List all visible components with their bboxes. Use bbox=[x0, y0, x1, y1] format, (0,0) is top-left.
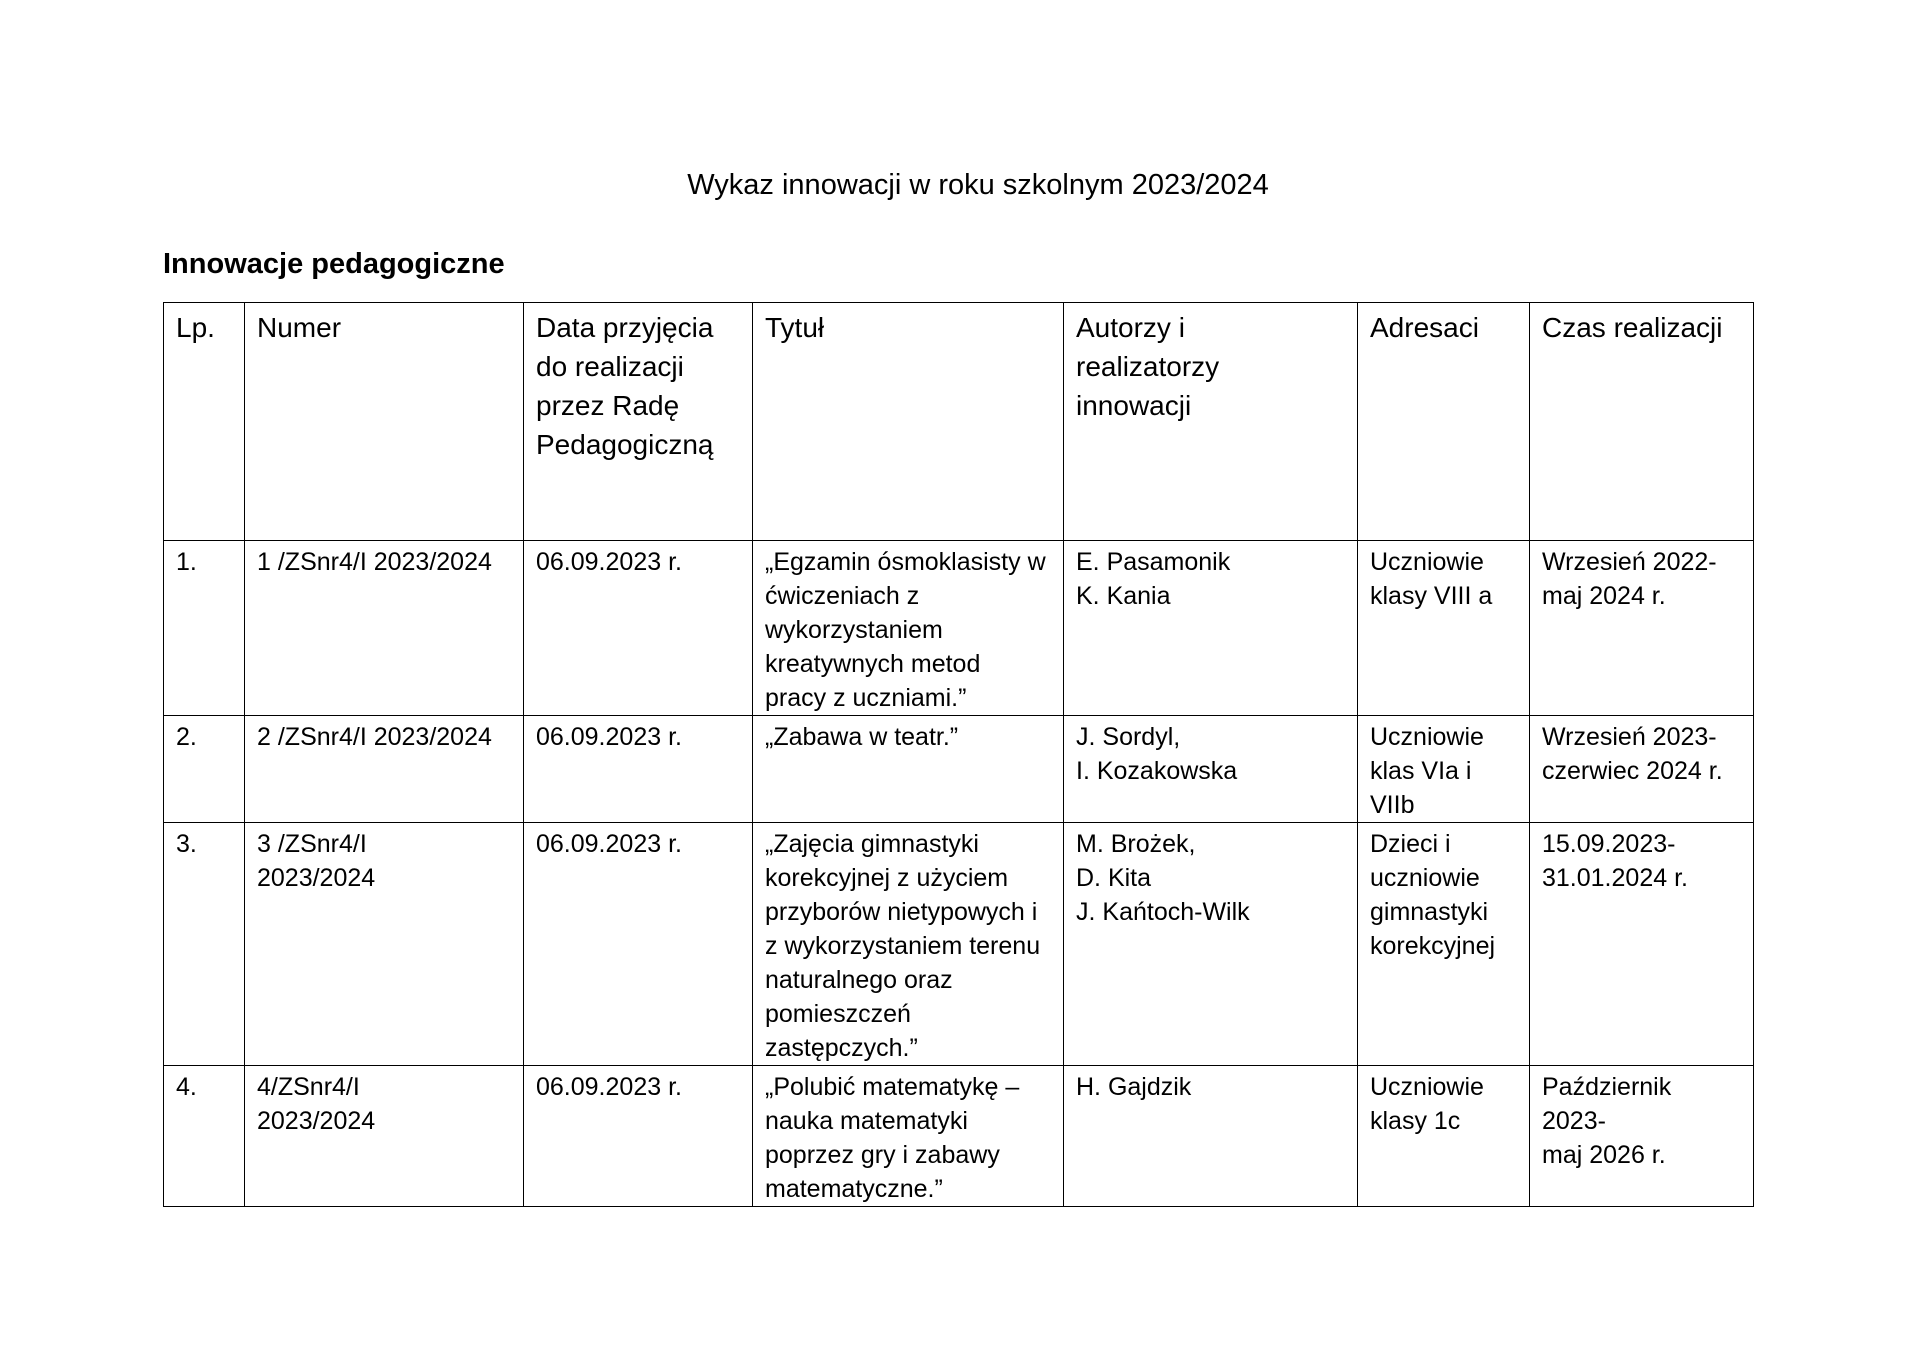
table-row bbox=[164, 716, 1754, 823]
innovations-table bbox=[163, 302, 1754, 1207]
cell-czas: Wrzesień 2022- maj 2024 r. bbox=[1530, 541, 1754, 716]
table-header-row bbox=[164, 303, 1754, 541]
cell-autorzy: E. Pasamonik K. Kania bbox=[1064, 541, 1358, 716]
cell-data: 06.09.2023 r. bbox=[524, 716, 753, 823]
header-data: Data przyjęcia do realizacji przez Radę Pedagogiczną bbox=[524, 303, 753, 541]
cell-lp: 3. bbox=[164, 823, 245, 1066]
section-heading: Innowacje pedagogiczne bbox=[163, 248, 505, 280]
header-czas: Czas realizacji bbox=[1530, 303, 1754, 541]
cell-adresaci: Uczniowie klas VIa i VIIb bbox=[1358, 716, 1530, 823]
header-numer: Numer bbox=[245, 303, 524, 541]
header-autorzy: Autorzy i realizatorzy innowacji bbox=[1064, 303, 1358, 541]
header-tytul: Tytuł bbox=[753, 303, 1064, 541]
table-row bbox=[164, 541, 1754, 716]
cell-numer: 3 /ZSnr4/I 2023/2024 bbox=[245, 823, 524, 1066]
cell-numer: 4/ZSnr4/I 2023/2024 bbox=[245, 1066, 524, 1207]
cell-czas: 15.09.2023- 31.01.2024 r. bbox=[1530, 823, 1754, 1066]
cell-czas: Wrzesień 2023- czerwiec 2024 r. bbox=[1530, 716, 1754, 823]
cell-data: 06.09.2023 r. bbox=[524, 541, 753, 716]
cell-data: 06.09.2023 r. bbox=[524, 1066, 753, 1207]
cell-tytul: „Zajęcia gimnastyki korekcyjnej z użyciem przyborów nietypowych i z wykorzystaniem terenu naturalnego oraz pomieszczeń zastępczych.” bbox=[753, 823, 1064, 1066]
cell-autorzy: H. Gajdzik bbox=[1064, 1066, 1358, 1207]
cell-tytul: „Zabawa w teatr.” bbox=[753, 716, 1064, 823]
cell-czas: Październik 2023- maj 2026 r. bbox=[1530, 1066, 1754, 1207]
cell-adresaci: Uczniowie klasy VIII a bbox=[1358, 541, 1530, 716]
header-lp: Lp. bbox=[164, 303, 245, 541]
table-row bbox=[164, 823, 1754, 1066]
cell-adresaci: Dzieci i uczniowie gimnastyki korekcyjnej bbox=[1358, 823, 1530, 1066]
cell-lp: 2. bbox=[164, 716, 245, 823]
cell-autorzy: M. Brożek, D. Kita J. Kańtoch-Wilk bbox=[1064, 823, 1358, 1066]
cell-data: 06.09.2023 r. bbox=[524, 823, 753, 1066]
cell-numer: 2 /ZSnr4/I 2023/2024 bbox=[245, 716, 524, 823]
cell-autorzy: J. Sordyl, I. Kozakowska bbox=[1064, 716, 1358, 823]
cell-lp: 1. bbox=[164, 541, 245, 716]
header-adresaci: Adresaci bbox=[1358, 303, 1530, 541]
cell-lp: 4. bbox=[164, 1066, 245, 1207]
cell-adresaci: Uczniowie klasy 1c bbox=[1358, 1066, 1530, 1207]
cell-tytul: „Polubić matematykę – nauka matematyki poprzez gry i zabawy matematyczne.” bbox=[753, 1066, 1064, 1207]
cell-numer: 1 /ZSnr4/I 2023/2024 bbox=[245, 541, 524, 716]
table-row bbox=[164, 1066, 1754, 1207]
cell-tytul: „Egzamin ósmoklasisty w ćwiczeniach z wykorzystaniem kreatywnych metod pracy z uczniami.” bbox=[753, 541, 1064, 716]
document-title: Wykaz innowacji w roku szkolnym 2023/2024 bbox=[687, 169, 1269, 201]
